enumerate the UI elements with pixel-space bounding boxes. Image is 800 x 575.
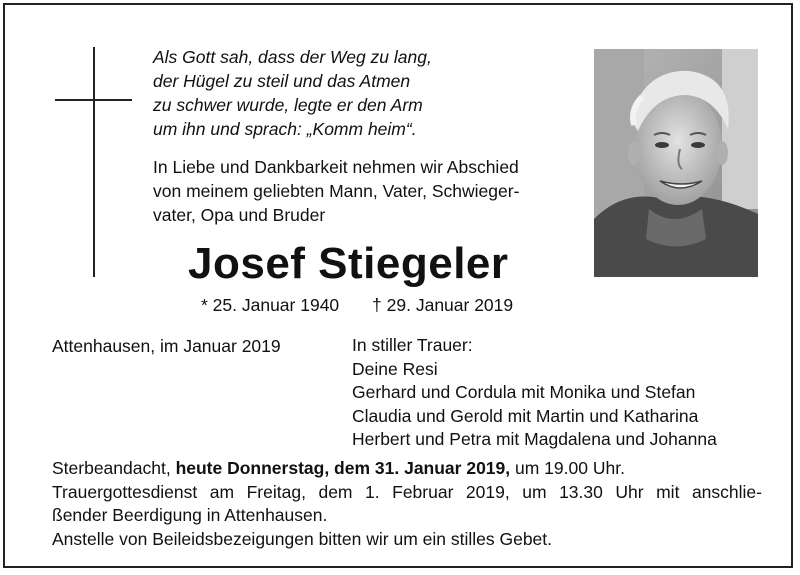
farewell-text <box>153 155 583 227</box>
mourners-list <box>352 334 717 452</box>
farewell-line: vater, Opa und Bruder <box>153 205 326 225</box>
birth-date: * 25. Januar 1940 <box>201 295 340 315</box>
request-line: Anstelle von Beileidsbezeigungen bitten wir um ein stilles Gebet. <box>52 528 553 549</box>
poem-line: der Hügel zu steil und das Atmen <box>153 71 411 91</box>
vigil-time: um 19.00 Uhr. <box>510 458 625 478</box>
deceased-name: Josef Stiegeler <box>188 239 509 288</box>
mourner-entry: Claudia und Gerold mit Martin und Katharina <box>352 405 699 426</box>
burial-line: ßender Beerdigung in Attenhausen. <box>52 505 328 525</box>
obituary-card <box>3 3 793 568</box>
farewell-line: von meinem geliebten Mann, Vater, Schwieger- <box>153 181 520 201</box>
poem <box>153 45 573 141</box>
vigil-label: Sterbeandacht, <box>52 458 176 478</box>
mourners-heading: In stiller Trauer: <box>352 335 473 355</box>
death-date: † 29. Januar 2019 <box>372 295 514 315</box>
portrait-photo-image <box>594 49 758 277</box>
poem-line: Als Gott sah, dass der Weg zu lang, <box>153 47 432 67</box>
cross-icon-bar <box>55 99 132 101</box>
farewell-line: In Liebe und Dankbarkeit nehmen wir Abschied <box>153 157 519 177</box>
vigil-line <box>52 457 762 481</box>
portrait-photo <box>594 49 758 277</box>
place-and-date: Attenhausen, im Januar 2019 <box>52 336 281 356</box>
poem-line: zu schwer wurde, legte er den Arm <box>153 95 423 115</box>
cross-icon <box>93 47 95 277</box>
life-dates <box>201 293 513 317</box>
mourner-entry: Gerhard und Cordula mit Monika und Stefan <box>352 382 696 402</box>
mourner-entry: Herbert und Petra mit Magdalena und Johanna <box>352 429 717 449</box>
service-details <box>52 457 762 551</box>
funeral-service-line: Trauergottesdienst am Freitag, dem 1. Februar 2019, um 13.30 Uhr mit anschlie- <box>52 481 762 502</box>
mourner-entry: Deine Resi <box>352 358 438 379</box>
poem-line: um ihn und sprach: „Komm heim“. <box>153 119 417 139</box>
vigil-date: heute Donnerstag, dem 31. Januar 2019, <box>175 458 511 478</box>
